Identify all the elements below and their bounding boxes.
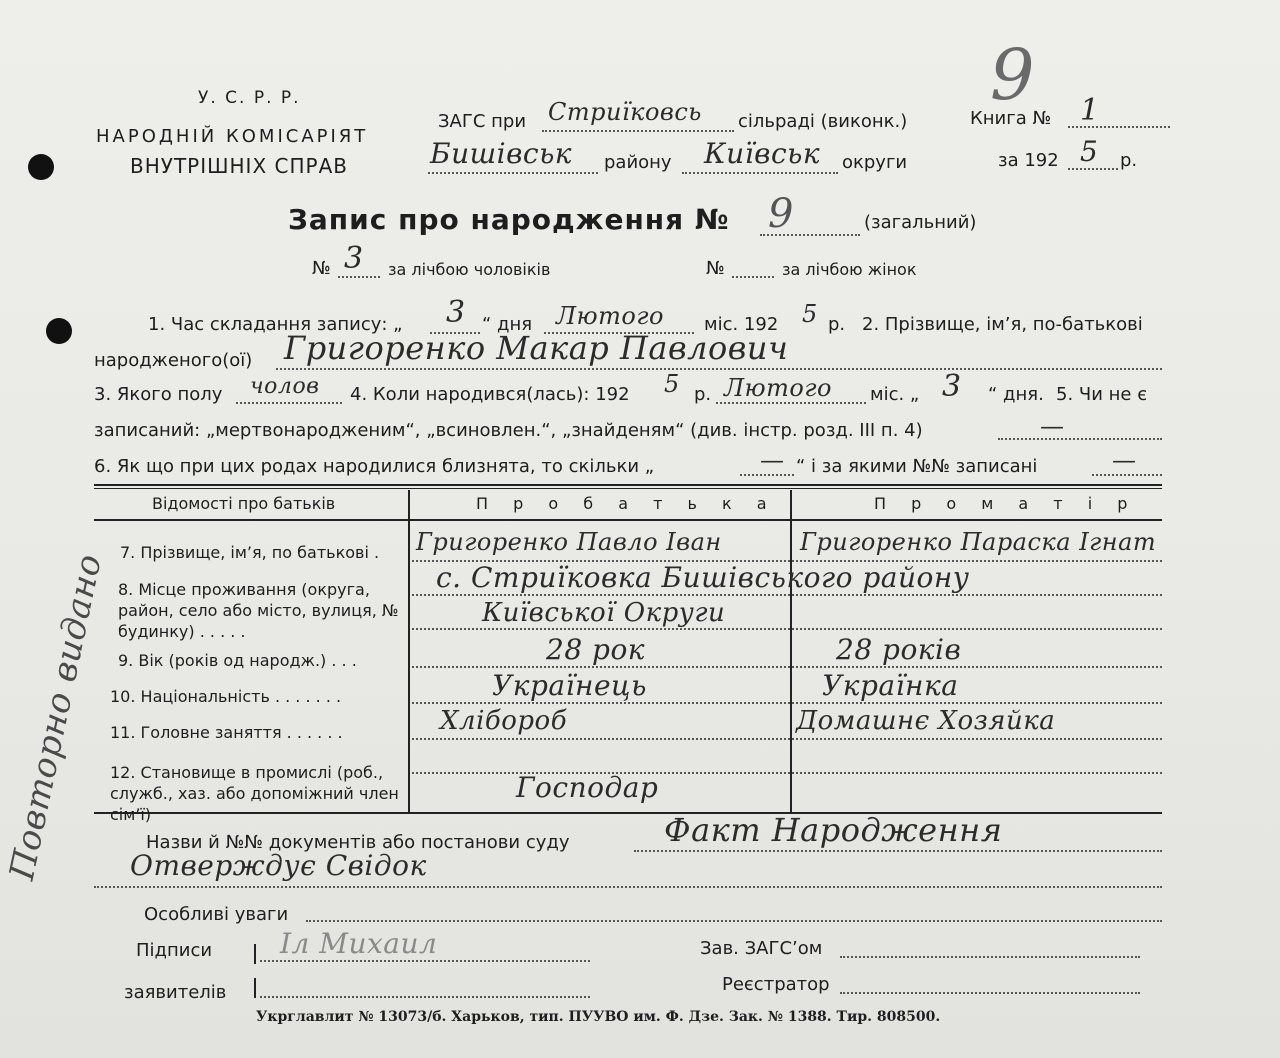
- row-10-line: [412, 702, 1162, 704]
- female-prefix: №: [706, 258, 725, 279]
- field-4-label: 4. Коли народився(лась): 192: [350, 384, 630, 405]
- col-header-father: П р о б а т ь к а: [476, 494, 777, 513]
- sign-bracket-2: [254, 978, 256, 998]
- row-12-label: 12. Становище в промислі (роб., служб., хаз. або допоміжний член сім’ї): [110, 763, 399, 824]
- f1-year: 5: [802, 300, 818, 328]
- row-8-line-1: [412, 594, 1162, 596]
- head-sign-line: [840, 956, 1140, 958]
- ministry-line1: НАРОДНІЙ КОМІСАРІЯТ: [96, 126, 369, 147]
- notes-label: Особливі уваги: [144, 904, 289, 925]
- f6-count-line: [740, 474, 794, 476]
- col-header-mother: П р о м а т і р: [874, 494, 1138, 513]
- head-label: Зав. ЗАГС’ом: [700, 938, 823, 959]
- table-divider-1: [408, 490, 410, 812]
- mother-name: Григоренко Параска Ігнат: [800, 528, 1157, 556]
- notes-line: [306, 920, 1162, 922]
- row-11-label: 11. Головне заняття . . . . . .: [110, 723, 343, 742]
- male-number: 3: [344, 241, 364, 276]
- row-8-label: 8. Місце проживання (округа, район, село або місто, вулиця, № будинку) . . . . .: [118, 580, 399, 641]
- okrug-value: Київськ: [704, 137, 821, 170]
- sex-value: чолов: [250, 374, 320, 399]
- f1-year-label: р.: [828, 314, 846, 335]
- father-residence: с. Стриїковка Бишівського району: [436, 561, 970, 594]
- book-label: Книга №: [970, 108, 1052, 129]
- sign-bracket-1: [254, 944, 256, 964]
- f1-day: 3: [446, 295, 466, 330]
- father-age: 28 рок: [546, 633, 646, 666]
- docs-label: Назви й №№ документів або постанови суду: [146, 832, 570, 853]
- table-header-rule: [94, 519, 1162, 521]
- row-11-line: [412, 738, 1162, 740]
- book-number: 1: [1080, 93, 1100, 128]
- f5-line: [998, 438, 1162, 440]
- father-nationality: Українець: [492, 669, 647, 702]
- zags-line: [542, 130, 734, 132]
- f4-year: 5: [664, 370, 680, 398]
- docs-line: [634, 850, 1162, 852]
- punch-hole: [46, 318, 72, 344]
- table-divider-2: [790, 490, 792, 812]
- field-6-label: 6. Як що при цих родах народилися близнята, то скільки „: [94, 456, 655, 477]
- year-line: [1068, 168, 1118, 170]
- registrar-label: Реєстратор: [722, 974, 830, 995]
- father-name: Григоренко Павло Іван: [416, 528, 722, 556]
- f6-count: —: [760, 446, 785, 474]
- republic-label: У. С. Р. Р.: [198, 88, 301, 108]
- mother-age: 28 років: [836, 633, 962, 666]
- district-value: Бишівськ: [430, 137, 573, 170]
- field-3-label: 3. Якого полу: [94, 384, 223, 405]
- field-1-label: 1. Час складання запису: „: [148, 314, 403, 335]
- row-9-label: 9. Вік (років од народж.) . . .: [118, 651, 357, 670]
- f4-month: Лютого: [724, 374, 832, 402]
- docs-line-2: [94, 886, 1162, 888]
- f4-day: 3: [942, 369, 962, 404]
- f1-day-label: “ дня: [482, 314, 533, 335]
- female-number-line: [732, 276, 774, 278]
- field-2-label2: народженого(ої): [94, 350, 253, 371]
- f2-line: [276, 368, 1162, 370]
- row-9-line: [412, 666, 1162, 668]
- row-8-line-2: [412, 628, 1162, 630]
- f6-value: —: [1112, 446, 1137, 474]
- field-5-label2: записаний: „мертвонародженим“, „всиновлен.“, „знайденям“ (див. інстр. розд. III п. 4): [94, 420, 923, 441]
- corner-number: 9: [990, 34, 1036, 116]
- registrar-sign-line: [840, 992, 1140, 994]
- margin-note: Повторно видано: [1, 550, 111, 884]
- applicant-line-2: [260, 996, 590, 998]
- applicant-line-1: [260, 960, 590, 962]
- f4-year-label: р.: [694, 384, 712, 405]
- female-label: за лічбою жінок: [782, 260, 917, 279]
- sign-label: Підписи: [136, 940, 213, 961]
- f4-day-label: “ дня.: [988, 384, 1044, 405]
- applicant-signature: Іл Михаил: [280, 927, 438, 960]
- zags-label: ЗАГС при: [438, 111, 527, 132]
- mother-occupation: Домашнє Хозяйка: [796, 706, 1056, 736]
- mother-nationality: Українка: [822, 669, 959, 702]
- f4-month-label: міс. „: [870, 384, 920, 405]
- f1-month: Лютого: [556, 302, 664, 330]
- father-residence-2: Київської Округи: [482, 598, 726, 628]
- ministry-line2: ВНУТРІШНІХ СПРАВ: [130, 154, 348, 178]
- male-prefix: №: [312, 258, 331, 279]
- record-number: 9: [768, 191, 794, 237]
- table-top-rule: [94, 484, 1162, 486]
- male-label: за лічбою чоловіків: [388, 260, 551, 279]
- father-occupation: Хлібороб: [440, 706, 568, 736]
- general-label: (загальний): [864, 212, 977, 233]
- row-10-label: 10. Національність . . . . . . .: [110, 687, 342, 706]
- punch-hole: [28, 154, 54, 180]
- row-7-label: 7. Прізвище, ім’я, по батькові .: [120, 543, 380, 562]
- docs-value: Факт Народження: [664, 811, 1003, 849]
- male-number-line: [338, 276, 380, 278]
- council-label: сільраді (виконк.): [738, 111, 908, 132]
- docs-value-2: Отверждує Свідок: [130, 849, 427, 882]
- okrug-line: [682, 172, 838, 174]
- field-6-label2: “ і за якими №№ записані: [796, 456, 1038, 477]
- father-status: Господар: [516, 771, 659, 804]
- year-digit: 5: [1080, 135, 1099, 168]
- applicants-label: заявителів: [124, 982, 227, 1003]
- child-name: Григоренко Макар Павлович: [284, 329, 789, 367]
- f5-value: —: [1040, 412, 1065, 440]
- okrug-label: округи: [842, 152, 908, 173]
- f4-month-line: [716, 402, 866, 404]
- zags-value: Стриїковсь: [548, 98, 702, 126]
- district-label: району: [604, 152, 672, 173]
- district-line: [428, 172, 598, 174]
- year-suffix: р.: [1120, 150, 1138, 171]
- page-title: Запис про народження №: [288, 203, 730, 236]
- table-top-rule-2: [94, 488, 1162, 489]
- f6-line: [1092, 474, 1162, 476]
- f1-month-label: міс. 192: [704, 314, 779, 335]
- col-header-info: Відомості про батьків: [152, 494, 336, 513]
- field-2-label: 2. Прізвище, ім’я, по-батькові: [862, 314, 1143, 335]
- printer-line: Укрглавлит № 13073/б. Харьков, тип. ПУУВО им. Ф. Дзе. Зак. № 1388. Тир. 808500.: [256, 1009, 941, 1025]
- year-label: за 192: [998, 150, 1059, 171]
- field-5-label: 5. Чи не є: [1056, 384, 1148, 405]
- f3-line: [236, 402, 342, 404]
